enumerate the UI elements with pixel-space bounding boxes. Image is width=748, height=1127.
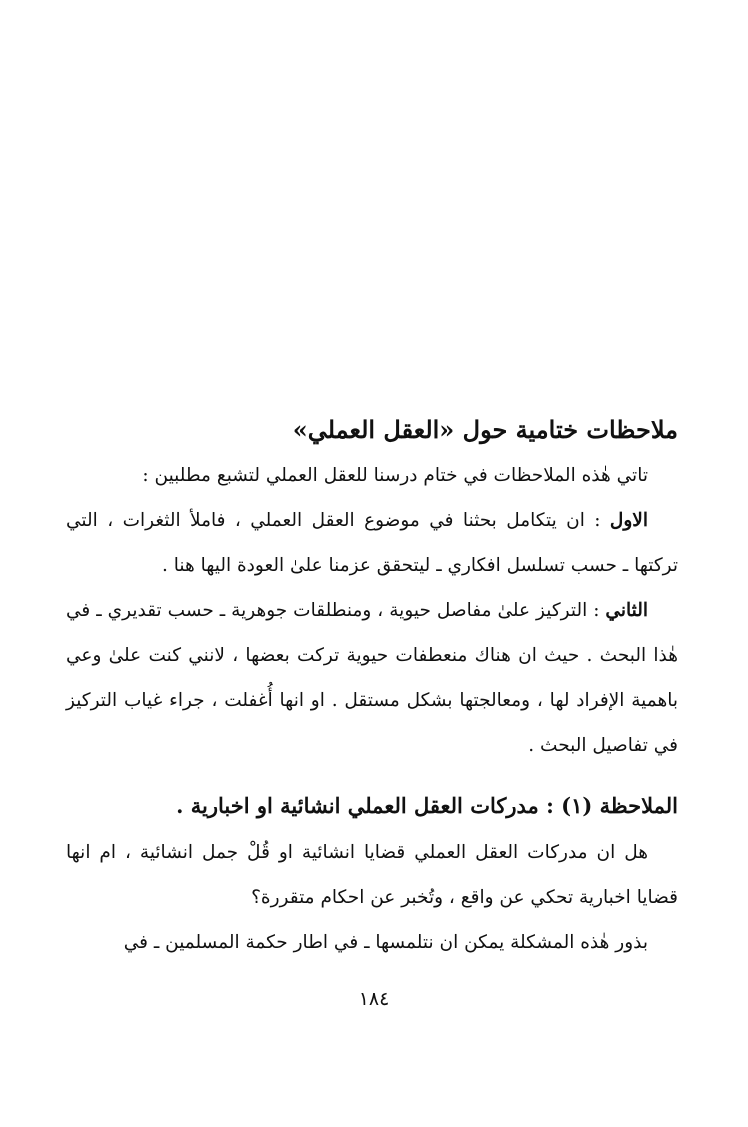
second-point-label: الثاني <box>605 600 648 621</box>
first-point-paragraph <box>66 498 678 588</box>
note-heading: الملاحظة (١) : مدركات العقل العملي انشائية او اخبارية . <box>176 793 678 818</box>
second-point-paragraph <box>66 588 678 768</box>
page-number: ١٨٤ <box>358 988 390 1010</box>
second-point-text: : التركيز علىٰ مفاصل حيوية ، ومنطلقات جوهرية ـ حسب تقديري ـ في هٰذا البحث . حيث ان هناك منعطفات حيوية تركت بعضها ، لانني كنت علىٰ وعي باهمية الإفراد لها ، ومعالجتها بشكل مستقل . او انها أُغفلت ، جراء غياب التركيز في تفاصيل البحث . <box>66 600 678 756</box>
note-paragraph-2: بذور هٰذه المشكلة يمكن ان نتلمسها ـ في اطار حكمة المسلمين ـ في <box>123 932 648 953</box>
note-paragraph-1: هل ان مدركات العقل العملي قضايا انشائية او قُلْ جمل انشائية ، ام انها قضايا اخبارية تحكي عن واقع ، وتُخبر عن احكام متقررة؟ <box>66 842 678 908</box>
intro-section <box>66 453 678 768</box>
intro-paragraph: تاتي هٰذه الملاحظات في ختام درسنا للعقل العملي لتشبع مطلبين : <box>142 465 648 486</box>
note-section <box>66 830 678 965</box>
section-title: ملاحظات ختامية حول «العقل العملي» <box>292 415 678 444</box>
first-point-text: : ان يتكامل بحثنا في موضوع العقل العملي ، فاملأ الثغرات ، التي تركتها ـ حسب تسلسل افكاري ـ ليتحقق عزمنا علىٰ العودة اليها هنا . <box>66 510 678 576</box>
first-point-label: الاول <box>609 510 648 531</box>
